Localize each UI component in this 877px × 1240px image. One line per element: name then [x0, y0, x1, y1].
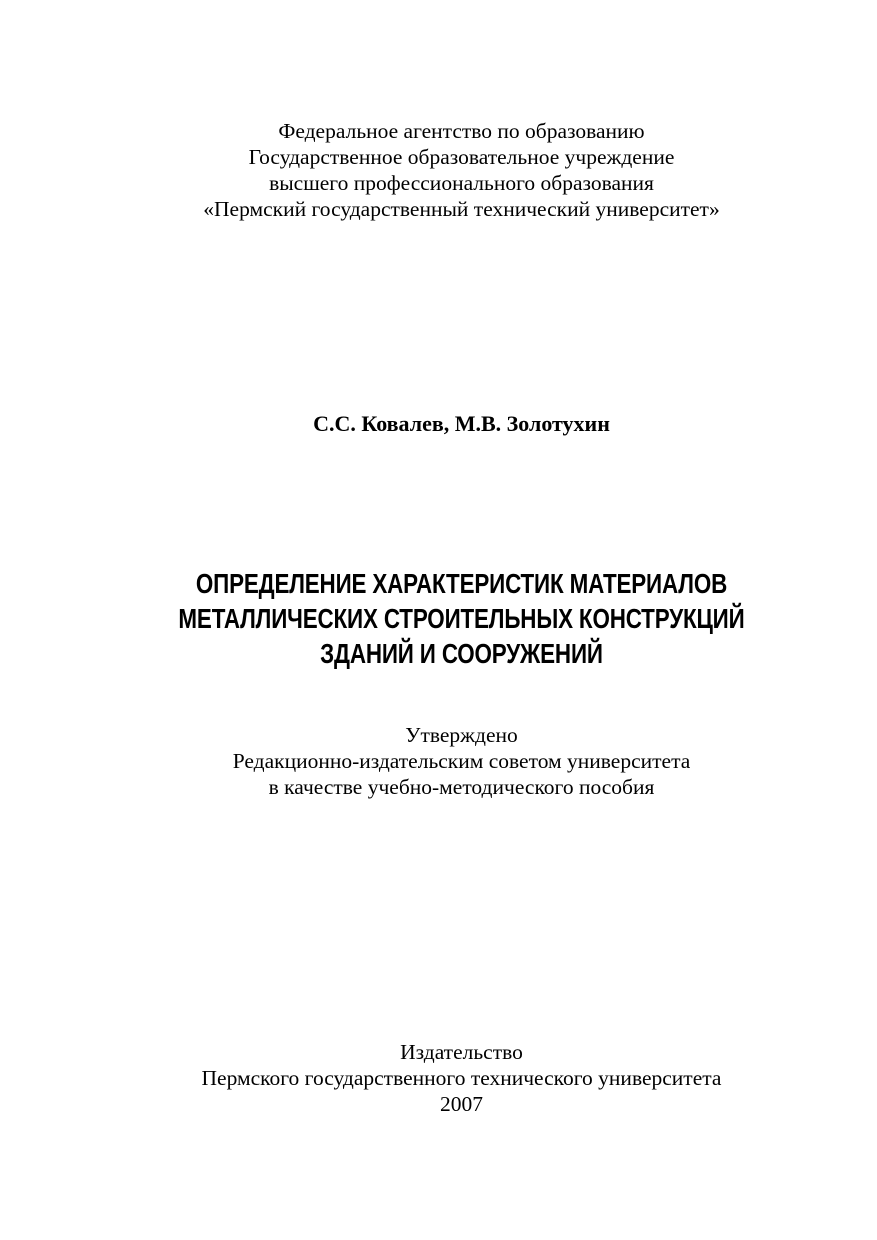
document-title	[0, 566, 877, 671]
publisher-info	[0, 1039, 877, 1117]
organization-header	[0, 118, 877, 222]
approval-line: Редакционно-издательским советом университета	[232, 749, 691, 773]
approval-line: Утверждено	[405, 723, 518, 747]
title-line: ЗДАНИЙ И СООРУЖЕНИЙ	[320, 638, 603, 669]
title-line: ОПРЕДЕЛЕНИЕ ХАРАКТЕРИСТИК МАТЕРИАЛОВ	[195, 568, 728, 599]
publication-year: 2007	[440, 1092, 483, 1116]
publisher-line: Издательство	[400, 1040, 523, 1064]
organization-line: Государственное образовательное учреждение	[248, 145, 675, 169]
organization-line: высшего профессионального образования	[269, 171, 654, 195]
approval-note	[0, 722, 877, 800]
title-line: МЕТАЛЛИЧЕСКИХ СТРОИТЕЛЬНЫХ КОНСТРУКЦИЙ	[178, 603, 745, 634]
organization-line: Федеральное агентство по образованию	[278, 119, 645, 143]
approval-line: в качестве учебно-методического пособия	[268, 775, 655, 799]
publisher-line: Пермского государственного технического университета	[201, 1066, 722, 1090]
authors	[0, 410, 877, 438]
organization-line: «Пермский государственный технический университет»	[203, 197, 720, 221]
authors-line: С.С. Ковалев, М.В. Золотухин	[313, 411, 610, 436]
